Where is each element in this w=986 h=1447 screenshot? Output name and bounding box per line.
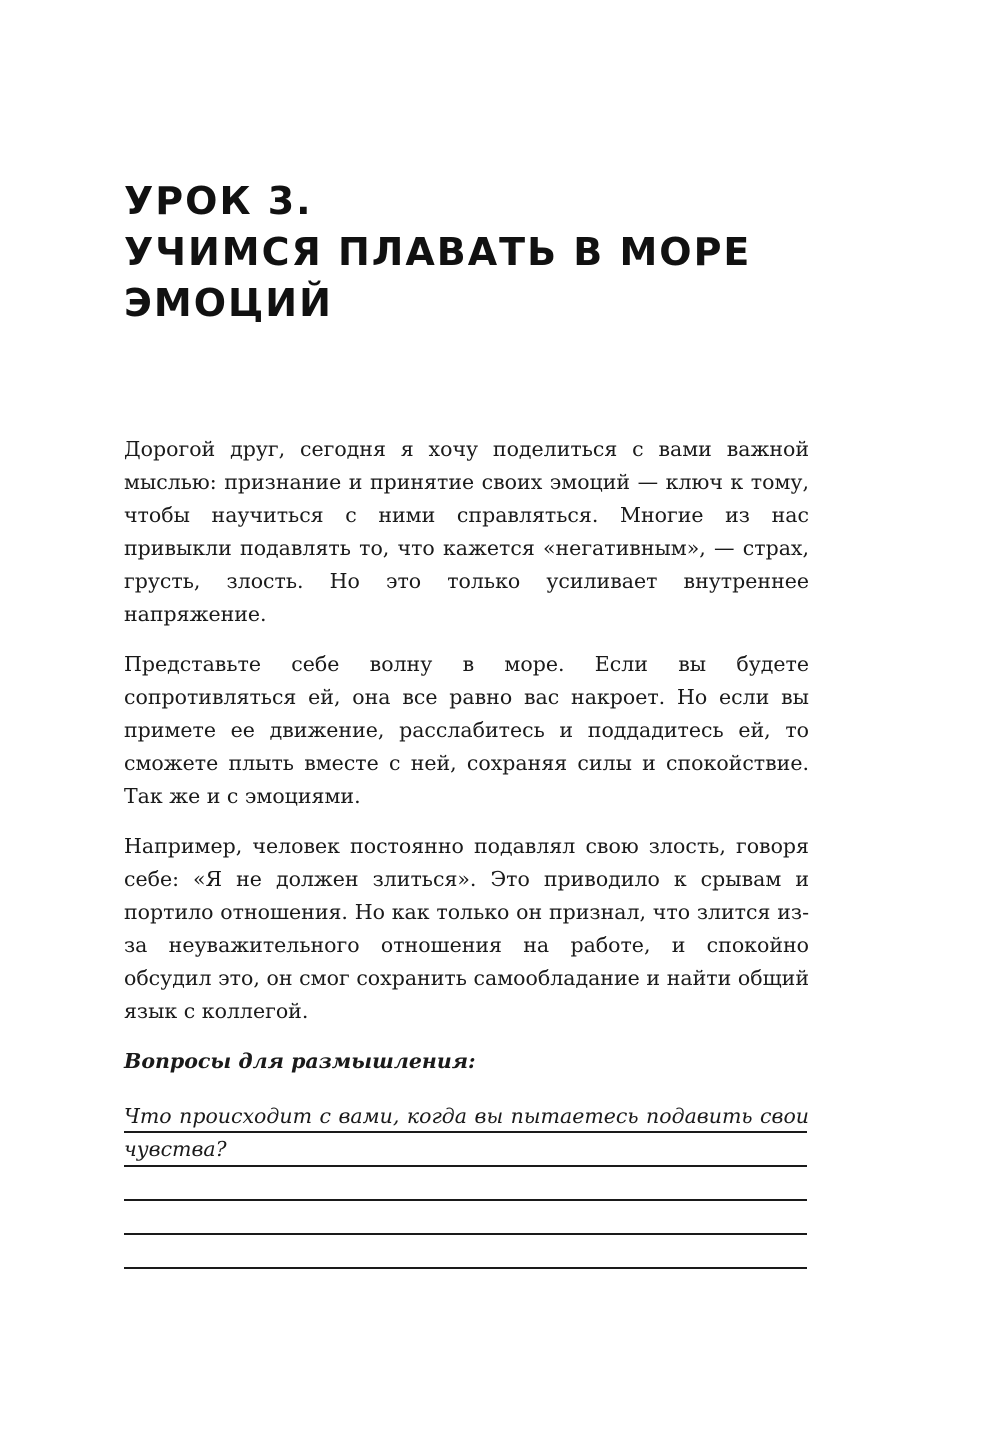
paragraph-intro: Дорогой друг, сегодня я хочу поделиться с вами важной мыслью: признание и принятие своих эмоций — ключ к тому, чтобы научиться с ними справляться. Многие из нас привыкли подавлять то, что кажется «негативным», — страх, грусть, злость. Но это только усиливает внутреннее напряжение. [124, 437, 809, 626]
answer-line-1[interactable] [124, 1131, 807, 1133]
lesson-title-line-1: УРОК 3. [124, 179, 313, 223]
answer-line-4[interactable] [124, 1233, 807, 1235]
lesson-title-line-3: ЭМОЦИЙ [124, 281, 333, 325]
paragraph-wave-metaphor: Представьте себе волну в море. Если вы будете сопротивляться ей, она все равно вас накроет. Но если вы примете ее движение, расслабитесь и поддадитесь ей, то сможете плыть вместе с ней, сохраняя силы и спокойствие. Так же и с эмоциями. [124, 652, 809, 808]
answer-line-3[interactable] [124, 1199, 807, 1201]
answer-line-5[interactable] [124, 1267, 807, 1269]
lesson-body [124, 433, 809, 1183]
paragraph-example: Например, человек постоянно подавлял свою злость, говоря себе: «Я не должен злиться». Это приводило к срывам и портило отношения. Но как только он признал, что злится из-за неуважительного отношения на работе, и спокойно обсудил это, он смог сохранить самообладание и найти общий язык с коллегой. [124, 834, 809, 1023]
lesson-title [124, 176, 824, 329]
answer-line-2[interactable] [124, 1165, 807, 1167]
lesson-title-line-2: УЧИМСЯ ПЛАВАТЬ В МОРЕ [124, 230, 752, 274]
question-1: Что происходит с вами, когда вы пытаетесь подавить свои чувства? [124, 1104, 809, 1161]
questions-heading: Вопросы для размышления: [124, 1049, 476, 1073]
answer-lines [124, 1131, 807, 1301]
